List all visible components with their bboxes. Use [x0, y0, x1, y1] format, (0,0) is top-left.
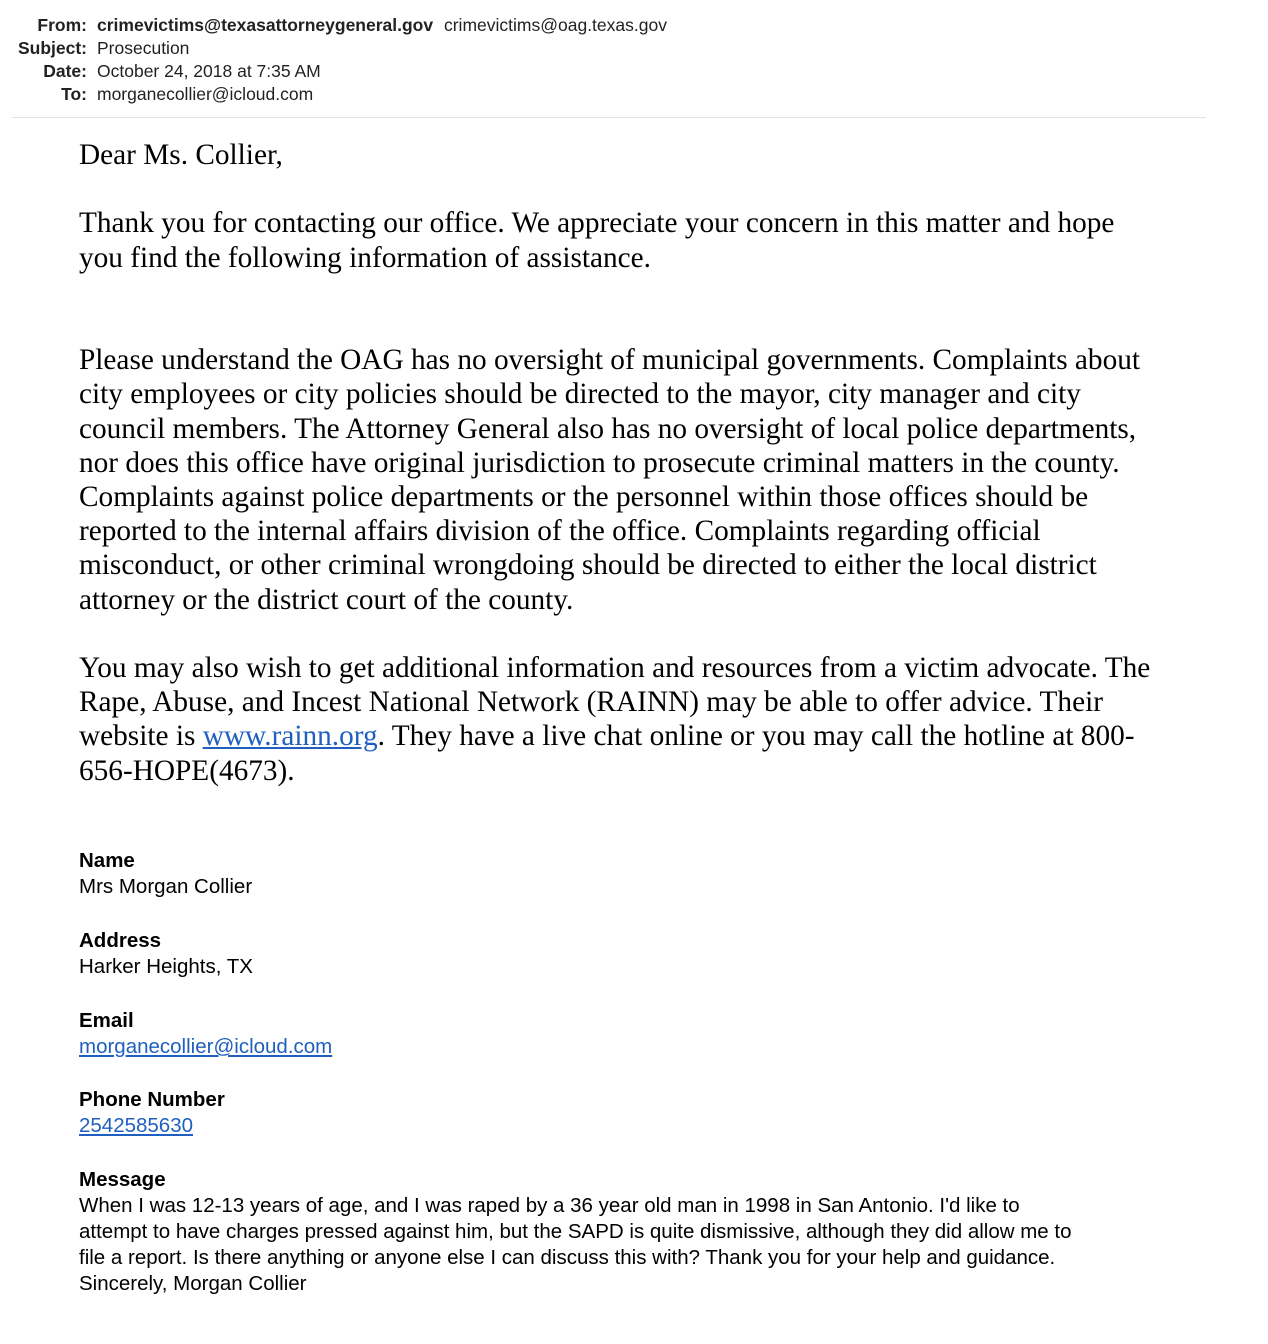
para2-line: nor does this office have original jurisdiction to prosecute criminal matters in the county.	[79, 446, 1120, 479]
para2-line: misconduct, or other criminal wrongdoing should be directed to either the local district	[79, 549, 1097, 582]
para1-line: you find the following information of assistance.	[79, 241, 651, 274]
para2-line: attorney or the district court of the county.	[79, 583, 574, 616]
para2-line: council members. The Attorney General also has no oversight of local police departments,	[79, 412, 1137, 445]
to-row	[0, 83, 1206, 106]
from-address[interactable]: crimevictims@oag.texas.gov	[443, 15, 667, 35]
para2-line: city employees or city policies should be directed to the mayor, city manager and city	[79, 378, 1081, 411]
name-value: Mrs Morgan Collier	[79, 875, 253, 898]
message-line: When I was 12-13 years of age, and I was raped by a 36 year old man in 1998 in San Antonio. I'd like to	[79, 1194, 1020, 1217]
para3-line: Rape, Abuse, and Incest National Network (RAINN) may be able to offer advice. Their	[79, 686, 1103, 719]
from-value	[97, 14, 667, 37]
para3-text: website is	[79, 720, 203, 753]
rainn-link[interactable]: www.rainn.org	[202, 720, 378, 753]
para3-line: 656-HOPE(4673).	[79, 754, 295, 787]
address-label: Address	[79, 929, 162, 952]
subject-row	[0, 37, 1206, 60]
para2-line: Complaints against police departments or the personnel within those offices should be	[79, 481, 1089, 513]
from-label: From:	[37, 15, 87, 35]
email-header	[0, 14, 1206, 106]
message-line: file a report. Is there anything or anyone else I can discuss this with? Thank you for your help and guidance.	[79, 1246, 1056, 1269]
address-field	[79, 928, 1229, 980]
phone-label: Phone Number	[79, 1088, 225, 1111]
from-name[interactable]: crimevictims@texasattorneygeneral.gov	[97, 15, 434, 35]
para3-text: . They have a live chat online or you may call the hotline at 800-	[377, 720, 1135, 753]
date-value: October 24, 2018 at 7:35 AM	[97, 61, 321, 81]
message-label: Message	[79, 1168, 166, 1191]
phone-link[interactable]: 2542585630	[79, 1114, 194, 1137]
email-label: Email	[79, 1009, 134, 1032]
message-field	[79, 1167, 1229, 1297]
para2-line: Please understand the OAG has no oversight of municipal governments. Complaints about	[79, 344, 1141, 377]
to-value[interactable]: morganecollier@icloud.com	[97, 84, 314, 104]
from-row	[0, 14, 1206, 37]
letter-body	[79, 138, 1229, 788]
subject-value: Prosecution	[97, 38, 190, 58]
message-line: Sincerely, Morgan Collier	[79, 1272, 307, 1295]
message-line: attempt to have charges pressed against him, but the SAPD is quite dismissive, although they did allow me to	[79, 1220, 1072, 1243]
greeting: Dear Ms. Collier,	[79, 139, 283, 171]
to-label: To:	[61, 84, 87, 104]
date-label: Date:	[43, 61, 87, 81]
para1-line: Thank you for contacting our office. We appreciate your concern in this matter and hope	[79, 207, 1115, 240]
phone-field	[79, 1087, 1229, 1139]
name-label: Name	[79, 849, 135, 872]
para3-line	[79, 719, 1229, 753]
name-field	[79, 848, 1229, 900]
email-field	[79, 1008, 1229, 1060]
header-divider	[12, 117, 1206, 118]
email-link[interactable]: morganecollier@icloud.com	[79, 1035, 333, 1058]
subject-label: Subject:	[17, 38, 87, 58]
para3-line: You may also wish to get additional information and resources from a victim advocate. The	[79, 652, 1151, 684]
date-row	[0, 60, 1206, 83]
address-value: Harker Heights, TX	[79, 955, 253, 978]
para2-line: reported to the internal affairs division of the office. Complaints regarding official	[79, 515, 1041, 548]
